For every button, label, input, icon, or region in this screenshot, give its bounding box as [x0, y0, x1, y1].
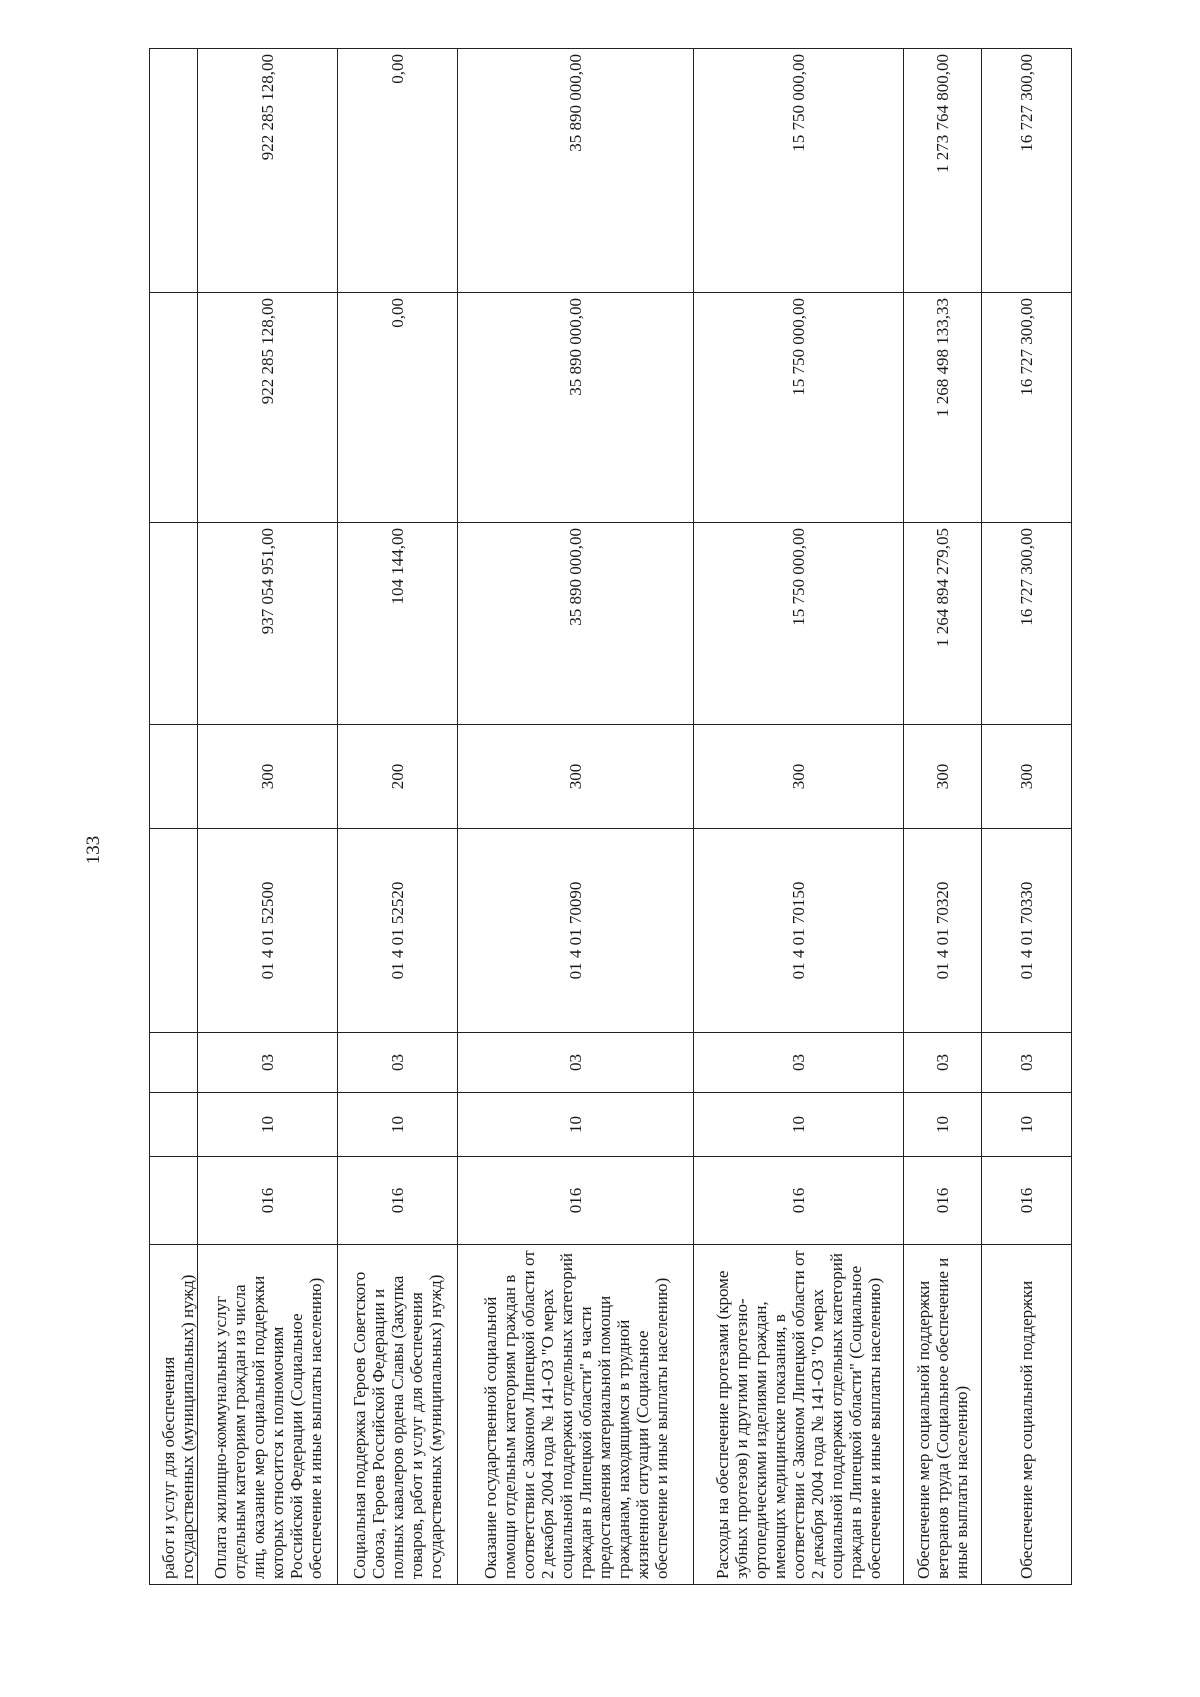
- target-article: 01 4 01 52500: [198, 829, 338, 1033]
- row-name: Обеспечение мер социальной поддержки ветеранов труда (Социальное обеспечение и иные выплаты населению): [904, 1245, 982, 1585]
- expense-type: [150, 725, 198, 829]
- expense-type: 300: [694, 725, 904, 829]
- ministry-code: 016: [458, 1157, 694, 1245]
- amount-1: 1 264 894 279,05: [904, 523, 982, 725]
- subsection-code: 03: [198, 1033, 338, 1093]
- row-name: Оплата жилищно-коммунальных услуг отдельным категориям граждан из числа лиц, оказание мер социальной поддержки которых относится к полномочиям Российской Федерации (Социальное обеспечение и иные выплаты населению): [198, 1245, 338, 1585]
- target-article: 01 4 01 70090: [458, 829, 694, 1033]
- subsection-code: 03: [904, 1033, 982, 1093]
- amount-3: 0,00: [338, 49, 458, 293]
- section-code: 10: [982, 1093, 1072, 1157]
- target-article: 01 4 01 52520: [338, 829, 458, 1033]
- section-code: [150, 1093, 198, 1157]
- rotated-budget-table: [149, 49, 1071, 1585]
- ministry-code: 016: [198, 1157, 338, 1245]
- row-name: Обеспечение мер социальной поддержки: [982, 1245, 1072, 1585]
- table-row: [150, 49, 198, 1585]
- expense-type: 200: [338, 725, 458, 829]
- subsection-code: 03: [458, 1033, 694, 1093]
- row-name: работ и услуг для обеспечения государственных (муниципальных) нужд): [150, 1245, 198, 1585]
- subsection-code: 03: [982, 1033, 1072, 1093]
- page-number: 133: [83, 835, 104, 865]
- table-row: [694, 49, 904, 1585]
- subsection-code: 03: [694, 1033, 904, 1093]
- table-row: [982, 49, 1072, 1585]
- ministry-code: 016: [694, 1157, 904, 1245]
- ministry-code: [150, 1157, 198, 1245]
- amount-1: [150, 523, 198, 725]
- amount-3: 1 273 764 800,00: [904, 49, 982, 293]
- subsection-code: 03: [338, 1033, 458, 1093]
- amount-2: [150, 293, 198, 523]
- amount-1: 937 054 951,00: [198, 523, 338, 725]
- expense-type: 300: [198, 725, 338, 829]
- amount-2: 35 890 000,00: [458, 293, 694, 523]
- amount-2: 922 285 128,00: [198, 293, 338, 523]
- amount-2: 15 750 000,00: [694, 293, 904, 523]
- expense-type: 300: [458, 725, 694, 829]
- table-row: [198, 49, 338, 1585]
- amount-3: 922 285 128,00: [198, 49, 338, 293]
- budget-table: [149, 48, 1072, 1585]
- amount-3: 15 750 000,00: [694, 49, 904, 293]
- row-name: Социальная поддержка Героев Советского Союза, Героев Российской Федерации и полных кавалеров ордена Славы (Закупка товаров, работ и услуг для обеспечения государственных (муниципальных) нужд): [338, 1245, 458, 1585]
- amount-1: 35 890 000,00: [458, 523, 694, 725]
- amount-3: [150, 49, 198, 293]
- section-code: 10: [904, 1093, 982, 1157]
- amount-3: 35 890 000,00: [458, 49, 694, 293]
- target-article: 01 4 01 70150: [694, 829, 904, 1033]
- table-row: [338, 49, 458, 1585]
- amount-1: 104 144,00: [338, 523, 458, 725]
- amount-2: 1 268 498 133,33: [904, 293, 982, 523]
- target-article: 01 4 01 70320: [904, 829, 982, 1033]
- row-name: Оказание государственной социальной помощи отдельным категориям граждан в соответствии с Законом Липецкой области от 2 декабря 2004 года № 141-ОЗ "О мерах социальной поддержки отдельных категорий граждан в Липецкой области" в части предоставления материальной помощи гражданам, находящимся в трудной жизненной ситуации (Социальное обеспечение и иные выплаты населению): [458, 1245, 694, 1585]
- section-code: 10: [694, 1093, 904, 1157]
- section-code: 10: [198, 1093, 338, 1157]
- amount-1: 15 750 000,00: [694, 523, 904, 725]
- amount-2: 16 727 300,00: [982, 293, 1072, 523]
- amount-3: 16 727 300,00: [982, 49, 1072, 293]
- table-row: [904, 49, 982, 1585]
- row-name: Расходы на обеспечение протезами (кроме зубных протезов) и другими протезно-ортопедическими изделиями граждан, имеющих медицинские показания, в соответствии с Законом Липецкой области от 2 декабря 2004 года № 141-ОЗ "О мерах социальной поддержки отдельных категорий граждан в Липецкой области" (Социальное обеспечение и иные выплаты населению): [694, 1245, 904, 1585]
- ministry-code: 016: [338, 1157, 458, 1245]
- expense-type: 300: [982, 725, 1072, 829]
- expense-type: 300: [904, 725, 982, 829]
- ministry-code: 016: [982, 1157, 1072, 1245]
- section-code: 10: [338, 1093, 458, 1157]
- target-article: 01 4 01 70330: [982, 829, 1072, 1033]
- amount-2: 0,00: [338, 293, 458, 523]
- ministry-code: 016: [904, 1157, 982, 1245]
- amount-1: 16 727 300,00: [982, 523, 1072, 725]
- subsection-code: [150, 1033, 198, 1093]
- section-code: 10: [458, 1093, 694, 1157]
- target-article: [150, 829, 198, 1033]
- table-row: [458, 49, 694, 1585]
